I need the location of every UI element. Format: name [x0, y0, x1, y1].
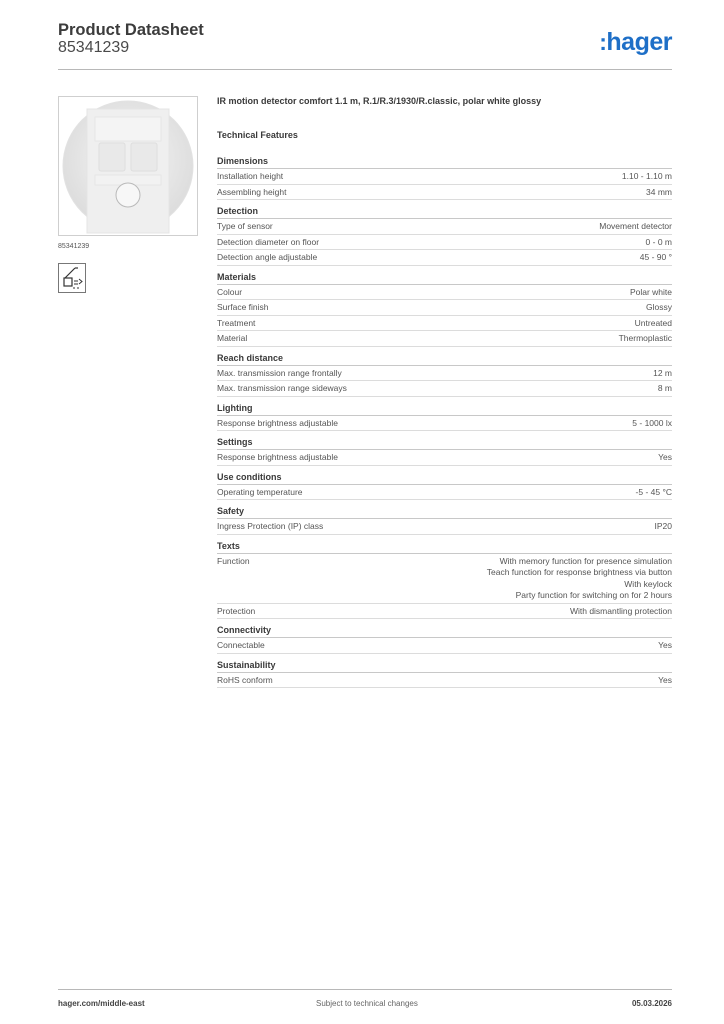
feature-section — [217, 156, 672, 200]
spec-value-line: With memory function for presence simulation — [499, 555, 672, 566]
spec-label: RoHS conform — [217, 674, 273, 685]
spec-row — [217, 673, 672, 689]
spec-value — [622, 171, 672, 183]
feature-section — [217, 403, 672, 432]
feature-section — [217, 472, 672, 501]
feature-section — [217, 206, 672, 266]
spec-value-line: Untreated — [634, 317, 672, 328]
spec-row — [217, 316, 672, 332]
spec-value — [635, 318, 672, 330]
spec-row — [217, 554, 672, 604]
spec-row — [217, 285, 672, 301]
spec-label: Response brightness adjustable — [217, 417, 338, 428]
spec-label: Material — [217, 333, 248, 343]
spec-value-line: 12 m — [653, 367, 672, 378]
spec-row — [217, 331, 672, 347]
spec-row — [217, 250, 672, 266]
product-number: 85341239 — [58, 39, 130, 56]
spec-label: Max. transmission range frontally — [217, 367, 342, 378]
datasheet-content — [217, 95, 672, 694]
feature-section — [217, 272, 672, 347]
section-title: Safety — [217, 506, 672, 519]
spec-value — [646, 302, 672, 314]
spec-label: Detection angle adjustable — [217, 252, 318, 262]
spec-row — [217, 604, 672, 620]
footer-note: Subject to technical changes — [316, 999, 418, 1008]
section-title: Sustainability — [217, 660, 672, 673]
spec-value — [658, 452, 672, 464]
spec-value — [599, 221, 672, 233]
spec-value-line: Party function for switching on for 2 hours — [515, 590, 672, 600]
spec-value-line: Yes — [658, 674, 672, 685]
spec-value-line: 34 mm — [646, 186, 672, 197]
feature-section — [217, 660, 672, 689]
spec-value-line: Glossy — [646, 302, 672, 312]
feature-section — [217, 437, 672, 466]
spec-label: Surface finish — [217, 302, 269, 312]
section-title: Lighting — [217, 403, 672, 416]
spec-value — [658, 640, 672, 652]
section-title: Detection — [217, 206, 672, 219]
spec-label: Max. transmission range sideways — [217, 383, 347, 393]
section-title: Use conditions — [217, 472, 672, 485]
spec-value-line: Movement detector — [599, 221, 672, 231]
spec-value — [646, 237, 672, 249]
spec-value — [653, 368, 672, 380]
section-title: Texts — [217, 541, 672, 554]
feature-section — [217, 353, 672, 397]
spec-label: Installation height — [217, 171, 284, 181]
motion-detector-illustration — [59, 97, 197, 235]
spec-value — [630, 287, 672, 299]
feature-sections — [217, 156, 672, 688]
header-divider — [58, 69, 672, 70]
spec-value-line: Yes — [658, 640, 672, 650]
spec-label: Function — [217, 555, 250, 566]
spec-value — [646, 187, 672, 199]
spec-row — [217, 485, 672, 501]
spec-row — [217, 381, 672, 397]
spec-value-line: Polar white — [629, 286, 672, 297]
spec-value — [487, 556, 672, 602]
spec-row — [217, 300, 672, 316]
spec-row — [217, 366, 672, 382]
spec-row — [217, 638, 672, 654]
installation-symbol-icon — [58, 263, 86, 293]
spec-value-line: With keylock — [624, 578, 672, 589]
spec-value-line: With dismantling protection — [569, 605, 672, 616]
section-title: Reach distance — [217, 353, 672, 366]
spec-value-line: Teach function for response brightness via button — [486, 567, 672, 577]
spec-value-line: -5 - 45 °C — [635, 486, 672, 497]
page-title: Product Datasheet — [58, 21, 204, 39]
spec-label: Detection diameter on floor — [217, 236, 320, 247]
spec-label: Connectable — [217, 640, 265, 650]
spec-label: Protection — [217, 605, 256, 616]
spec-row — [217, 519, 672, 535]
spec-value — [632, 418, 672, 430]
spec-value-line: 45 - 90 ° — [639, 252, 672, 262]
technical-features-title: Technical Features — [217, 130, 298, 140]
spec-value — [570, 606, 672, 618]
spec-value — [619, 333, 672, 345]
spec-row — [217, 450, 672, 466]
section-title: Dimensions — [217, 156, 672, 169]
spec-row — [217, 185, 672, 201]
spec-row — [217, 416, 672, 432]
spec-value-line: IP20 — [654, 521, 672, 531]
hager-logo: :hager — [599, 28, 672, 56]
footer-date: 05.03.2026 — [631, 999, 672, 1008]
feature-section — [217, 625, 672, 654]
spec-value-line: Thermoplastic — [618, 333, 672, 343]
spec-value — [636, 487, 672, 499]
spec-value-line: 5 - 1000 lx — [632, 417, 672, 428]
spec-row — [217, 169, 672, 185]
spec-label: Ingress Protection (IP) class — [217, 521, 324, 531]
section-title: Settings — [217, 437, 672, 450]
feature-section — [217, 541, 672, 620]
spec-label: Colour — [217, 286, 243, 297]
spec-label: Type of sensor — [217, 221, 273, 231]
feature-section — [217, 506, 672, 535]
product-name: IR motion detector comfort 1.1 m, R.1/R.3/1930/R.classic, polar white glossy — [217, 96, 542, 106]
spec-value-line: 1.10 - 1.10 m — [621, 171, 672, 181]
footer-divider — [58, 989, 672, 990]
image-caption: 85341239 — [58, 243, 90, 250]
spec-label: Assembling height — [217, 186, 287, 197]
section-title: Materials — [217, 272, 672, 285]
spec-label: Operating temperature — [217, 486, 303, 497]
spec-row — [217, 235, 672, 251]
spec-value-line: 0 - 0 m — [645, 236, 672, 247]
spec-row — [217, 219, 672, 235]
footer-website-link[interactable]: hager.com/middle-east — [58, 999, 145, 1008]
spec-value — [640, 252, 672, 264]
spec-label: Response brightness adjustable — [217, 452, 338, 462]
product-image — [58, 96, 198, 236]
section-title: Connectivity — [217, 625, 672, 638]
spec-value-line: Yes — [658, 452, 672, 462]
spec-value — [655, 521, 673, 533]
spec-value-line: 8 m — [657, 383, 672, 393]
spec-value — [658, 383, 672, 395]
spec-value — [658, 675, 672, 687]
spec-label: Treatment — [217, 317, 256, 328]
